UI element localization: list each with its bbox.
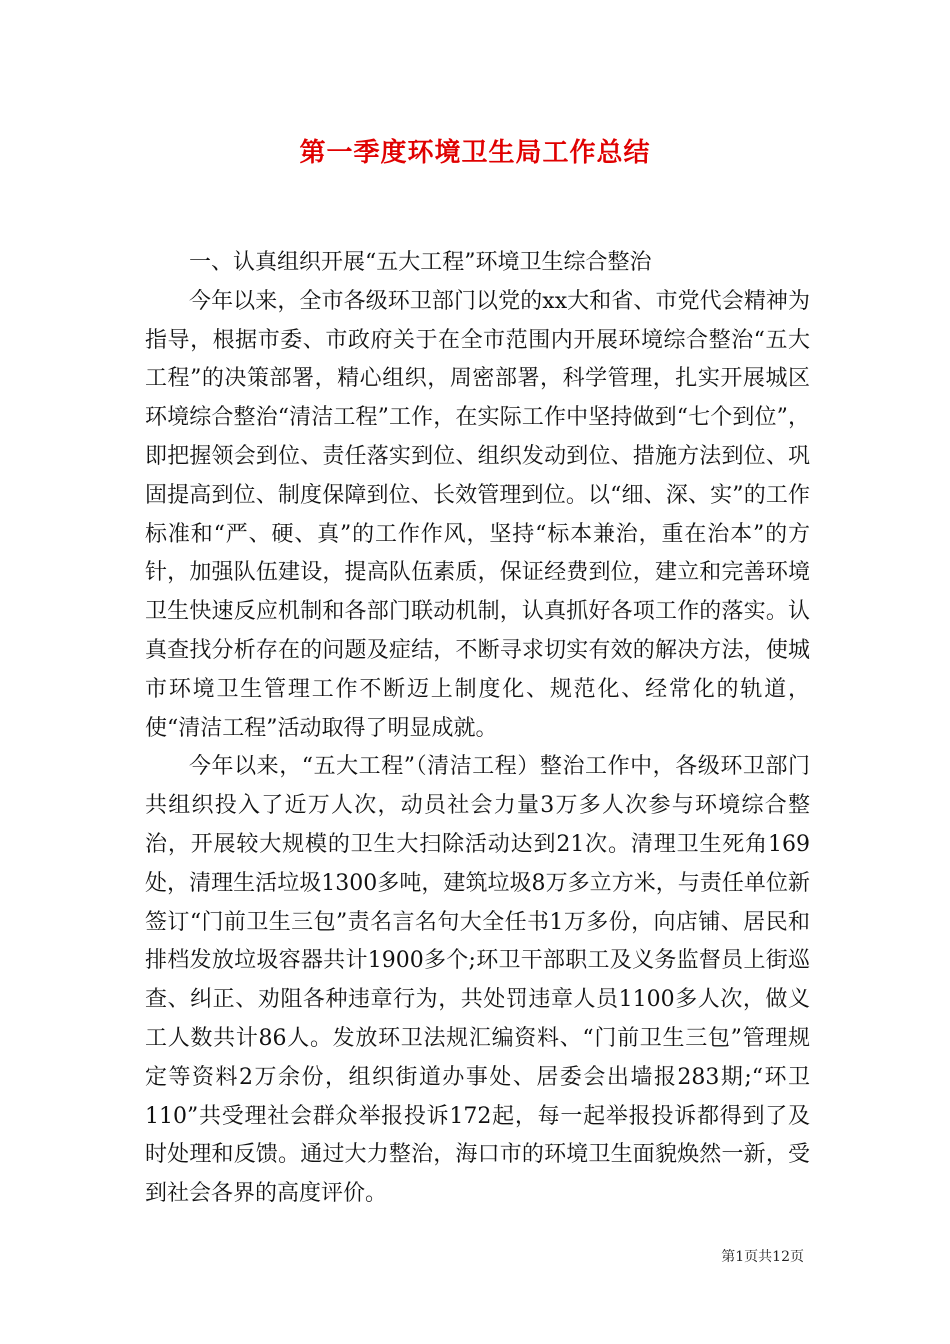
document-body bbox=[145, 244, 810, 1214]
document-title: 第一季度环境卫生局工作总结 bbox=[299, 138, 651, 168]
page-number: 第1页共12页 bbox=[721, 1249, 804, 1265]
paragraph-1: 今年以来，全市各级环卫部门以党的xx大和省、市党代会精神为指导，根据市委、市政府关于在全市范围内开展环境综合整治“五大工程”的决策部署，精心组织，周密部署，科学管理，扎实开展城区环境综合整治“清洁工程”工作，在实际工作中坚持做到“七个到位”，即把握领会到位、责任落实到位、组织发动到位、措施方法到位、巩固提高到位、制度保障到位、长效管理到位。以“细、深、实”的工作标准和“严、硬、真”的工作作风，坚持“标本兼治，重在治本”的方针，加强队伍建设，提高队伍素质，保证经费到位，建立和完善环境卫生快速反应机制和各部门联动机制，认真抓好各项工作的落实。认真查找分析存在的问题及症结，不断寻求切实有效的解决方法，使城市环境卫生管理工作不断迈上制度化、规范化、经常化的轨道，使“清洁工程”活动取得了明显成就。 bbox=[145, 288, 810, 741]
section-heading: 一、认真组织开展“五大工程”环境卫生综合整治 bbox=[189, 250, 652, 275]
paragraph-2: 今年以来，“五大工程”（清洁工程）整治工作中，各级环卫部门共组织投入了近万人次，动员社会力量3万多人次参与环境综合整治，开展较大规模的卫生大扫除活动达到21次。清理卫生死角169处，清理生活垃圾1300多吨，建筑垃圾8万多立方米，与责任单位新签订“门前卫生三包”责名言名句大全任书1万多份，向店铺、居民和排档发放垃圾容器共计1900多个;环卫干部职工及义务监督员上街巡查、纠正、劝阻各种违章行为，共处罚违章人员1100多人次，做义工人数共计86人。发放环卫法规汇编资料、“门前卫生三包”管理规定等资料2万余份，组织街道办事处、居委会出墙报283期;“环卫110”共受理社会群众举报投诉172起，每一起举报投诉都得到了及时处理和反馈。通过大力整治，海口市的环境卫生面貌焕然一新，受到社会各界的高度评价。 bbox=[145, 754, 810, 1207]
